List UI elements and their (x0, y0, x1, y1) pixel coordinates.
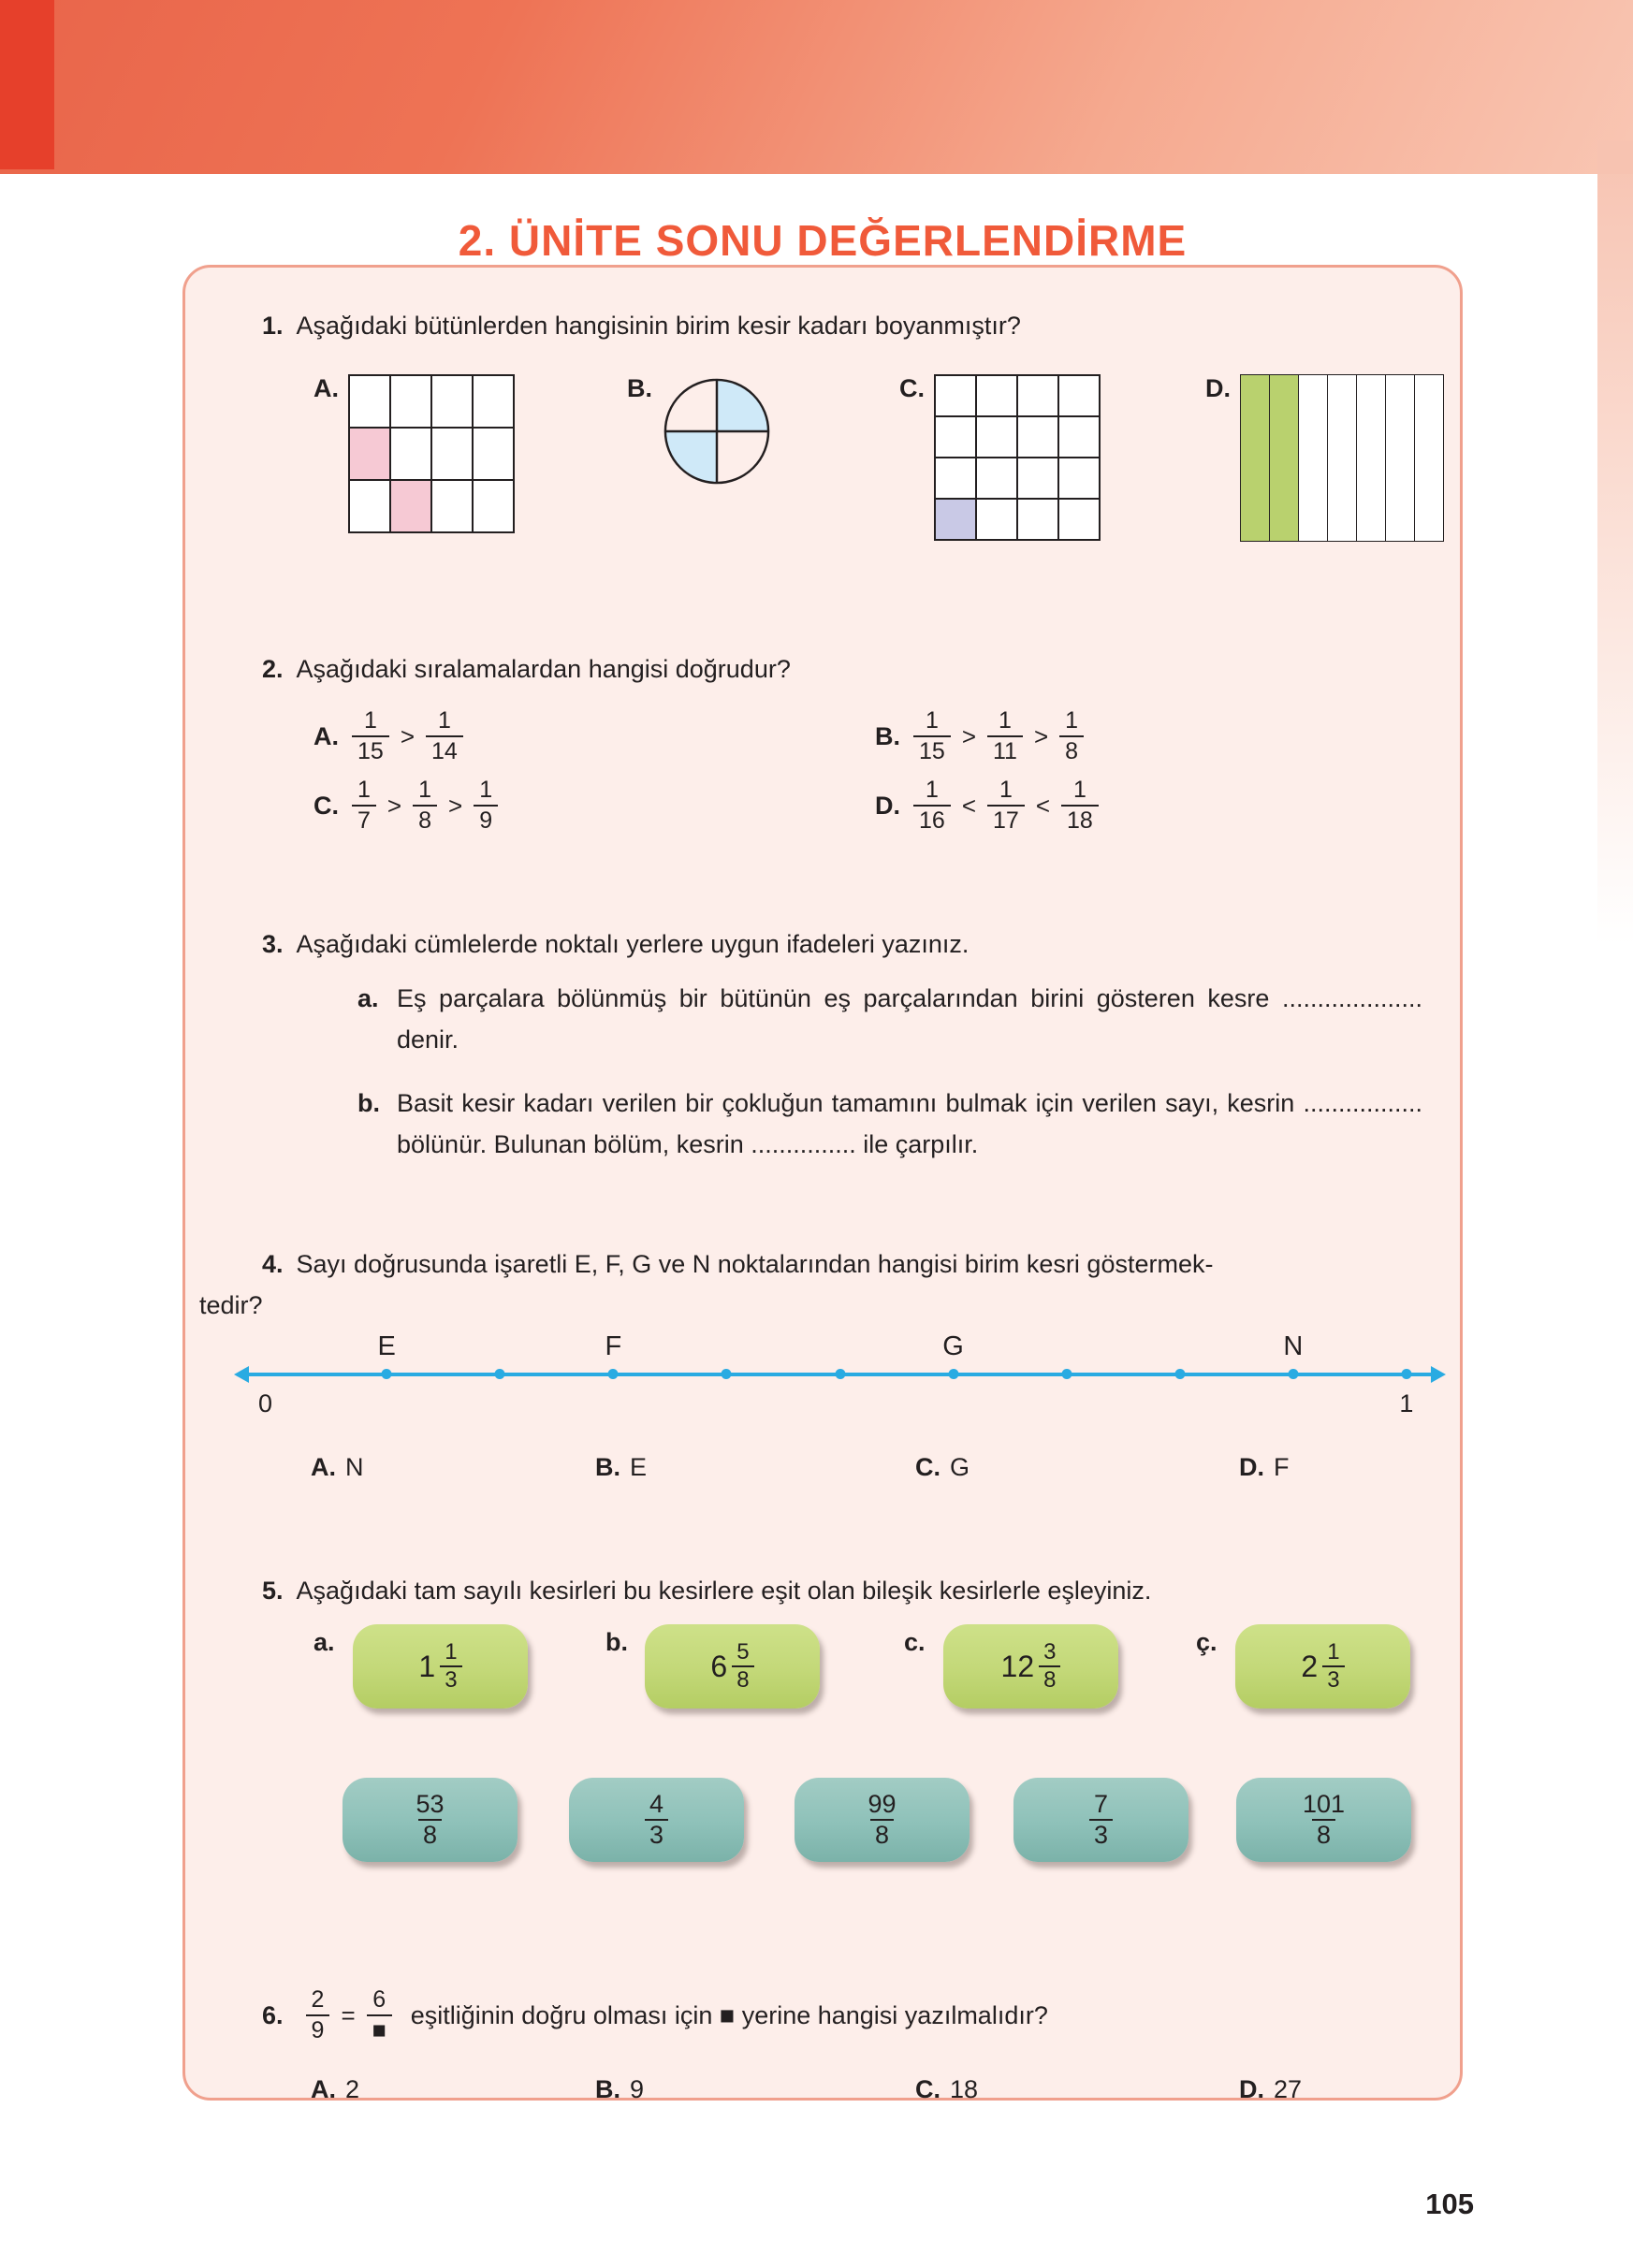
equation (302, 1986, 396, 2044)
grid-cell (976, 416, 1017, 458)
fraction-expression (1297, 1639, 1348, 1693)
red-accent-bar (0, 0, 54, 169)
fraction-part: 5 (736, 1639, 750, 1665)
grid-cell (1017, 499, 1058, 540)
fraction-part: 101 (1302, 1789, 1346, 1818)
question-6 (262, 1980, 1422, 2104)
item-label: b. (357, 1089, 380, 1117)
grid-cell (935, 458, 976, 499)
question-number: 6. (262, 2000, 284, 2029)
question-number: 4. (262, 1250, 284, 1278)
fraction-expression (407, 1790, 452, 1850)
fraction-part: 8 (1039, 1665, 1060, 1694)
fraction-expression (910, 707, 1087, 765)
fraction (710, 1639, 753, 1693)
option-label: D. (875, 791, 900, 820)
whole-number: 12 (1000, 1649, 1035, 1683)
numberline-point-label: G (942, 1331, 964, 1361)
grid-cell (935, 416, 976, 458)
whole-number: 6 (710, 1649, 728, 1683)
q2-option-b (875, 706, 1087, 766)
grid-cell (431, 375, 473, 428)
fraction (352, 707, 389, 765)
fraction-part: 15 (352, 735, 389, 765)
fraction-part: 8 (418, 1819, 442, 1850)
question-6-statement (262, 1980, 1422, 2051)
bar-cell (1298, 374, 1328, 542)
fraction (426, 707, 463, 765)
option-value: F (1274, 1453, 1290, 1481)
numberline-dot (608, 1369, 619, 1379)
item-label: a. (313, 1628, 335, 1656)
option-value: 2 (345, 2075, 360, 2103)
question-body: Aşağıdaki bütünlerden hangisinin birim kesir kadarı boyanmıştır? (296, 312, 1021, 340)
fraction (913, 777, 951, 835)
page-title: 2. ÜNİTE SONU DEĞERLENDİRME (458, 216, 1188, 265)
improper-fraction-card (343, 1778, 518, 1862)
numberline-zero-label: 0 (258, 1389, 273, 1418)
fraction-part: 4 (649, 1789, 664, 1818)
fraction-expression (348, 707, 467, 765)
fraction-part: 1 (1327, 1639, 1340, 1665)
fraction-part: 8 (870, 1819, 894, 1850)
question-1-figures (262, 374, 1422, 557)
fraction (1301, 1639, 1344, 1693)
grid-cell (976, 375, 1017, 416)
fraction (413, 777, 437, 835)
q4-option-d (1239, 1453, 1290, 1482)
bar-cell (1356, 374, 1386, 542)
fraction (1059, 707, 1084, 765)
fraction-part: 1 (925, 707, 939, 734)
fraction-expression (1086, 1790, 1116, 1850)
item-label: b. (605, 1628, 628, 1656)
question-body-line2: tedir? (199, 1291, 263, 1319)
bar-cell (1269, 374, 1299, 542)
q5-mixed-row (262, 1624, 1422, 1718)
question-body: Aşağıdaki cümlelerde noktalı yerlere uygun ifadeleri yazınız. (296, 930, 970, 958)
fraction (1001, 1639, 1061, 1693)
option-label: B. (595, 2075, 620, 2103)
option-label: A. (311, 1453, 336, 1481)
option-label: D. (1239, 2075, 1264, 2103)
bar-cell (1385, 374, 1415, 542)
fraction-part: 7 (352, 805, 376, 835)
option-label: D. (1239, 1453, 1264, 1481)
fraction-part: 8 (732, 1665, 753, 1694)
fraction-part: 7 (1093, 1789, 1109, 1818)
fraction-part: 14 (426, 735, 463, 765)
q6-option-d (1239, 2075, 1302, 2104)
grid-cell (976, 458, 1017, 499)
option-label: B. (627, 374, 652, 402)
numberline-dot (1174, 1369, 1185, 1379)
operator: > (1033, 721, 1049, 750)
q5-mixed-b (605, 1624, 820, 1708)
fraction-part: 1 (1065, 707, 1079, 734)
bar-cell (1240, 374, 1270, 542)
header-band (0, 0, 1633, 174)
fraction-expression (348, 777, 502, 835)
question-body-line1: Sayı doğrusunda işaretli E, F, G ve N noktalarından hangisi birim kesri göstermek- (296, 1250, 1214, 1278)
grid-cell (976, 499, 1017, 540)
mixed-fraction-card (1235, 1624, 1410, 1708)
numberline-dot (1288, 1369, 1298, 1379)
grid-cell (431, 480, 473, 532)
fraction-part: 3 (1322, 1665, 1344, 1694)
bar-cell (1327, 374, 1357, 542)
item-label: c. (904, 1628, 926, 1656)
q2-option-d (875, 776, 1102, 836)
option-label: A. (311, 2075, 336, 2103)
fraction-expression (641, 1790, 672, 1850)
fill-in-sentence: Basit kesir kadarı verilen bir çokluğun tamamını bulmak için verilen sayı, kesrin ................. bölünür. Bulunan bölüm, kesrin ............... ile çarpılır. (397, 1089, 1422, 1158)
improper-fraction-card (1236, 1778, 1411, 1862)
page-number: 105 (1425, 2188, 1474, 2220)
operator: > (400, 721, 415, 750)
option-value: 18 (950, 2075, 979, 2103)
q1-option-c (899, 374, 1101, 541)
mixed-fraction-card (353, 1624, 528, 1708)
option-label: C. (313, 791, 339, 820)
q2-option-c (262, 776, 875, 836)
q3-item-a (262, 978, 1422, 1060)
fraction (1089, 1790, 1113, 1850)
question-5-text (262, 1572, 1422, 1609)
fraction (306, 1986, 330, 2044)
question-5 (262, 1572, 1422, 1871)
grid-cell (473, 480, 514, 532)
numberline-point-label: N (1283, 1331, 1304, 1361)
q6-option-a (311, 2075, 595, 2104)
question-number: 1. (262, 312, 284, 340)
question-body: Aşağıdaki tam sayılı kesirleri bu kesirlere eşit olan bileşik kesirlerle eşleyiniz. (296, 1577, 1152, 1605)
fraction-part: 17 (987, 805, 1025, 835)
q5-improper-row (262, 1778, 1422, 1871)
fraction (863, 1790, 900, 1850)
option-value: 9 (630, 2075, 645, 2103)
fraction (1061, 777, 1099, 835)
grid-cell (473, 375, 514, 428)
option-label: B. (595, 1453, 620, 1481)
fraction-part: 8 (1059, 735, 1084, 765)
option-label: A. (313, 374, 339, 402)
fraction-part: 1 (363, 707, 377, 734)
operator: > (448, 791, 463, 820)
fraction-part: 1 (999, 707, 1012, 734)
fraction (987, 707, 1023, 765)
question-4 (199, 1243, 1422, 1482)
question-3 (262, 925, 1422, 1165)
q6-option-b (595, 2075, 915, 2104)
grid-cell (473, 428, 514, 480)
q3-item-b (262, 1083, 1422, 1165)
improper-fraction-card (569, 1778, 744, 1862)
option-label: A. (313, 721, 339, 750)
q5-mixed-c (904, 1624, 1118, 1708)
fraction (418, 1639, 461, 1693)
question-body: Aşağıdaki sıralamalardan hangisi doğrudur? (296, 655, 791, 683)
numberline-dot (1401, 1369, 1411, 1379)
fraction-part: 9 (306, 2014, 330, 2044)
numberline-dot (948, 1369, 958, 1379)
fraction-part: 1 (925, 777, 939, 804)
fraction (352, 777, 376, 835)
fill-in-sentence: Eş parçalara bölünmüş bir bütünün eş parçalarından birini gösteren kesre .................... denir. (397, 984, 1422, 1054)
improper-fraction-card (1013, 1778, 1188, 1862)
fraction-part: 11 (987, 735, 1023, 765)
whole-number: 1 (418, 1649, 436, 1683)
fraction-part: 9 (474, 805, 498, 835)
option-label: C. (915, 2075, 940, 2103)
fraction-part: 1 (999, 777, 1013, 804)
fraction-expression (1294, 1790, 1353, 1850)
bar-cell (1414, 374, 1444, 542)
q4-option-b (595, 1453, 915, 1482)
operator: > (961, 721, 976, 750)
numberline-dot (835, 1369, 845, 1379)
grid-cell (390, 375, 431, 428)
mixed-fraction-card (943, 1624, 1118, 1708)
mixed-fraction-card (645, 1624, 820, 1708)
numberline-dot (382, 1369, 392, 1379)
item-label: ç. (1196, 1628, 1217, 1656)
fraction (913, 707, 951, 765)
fraction-part: 1 (479, 777, 493, 804)
q2-options-row-2 (262, 776, 1422, 836)
fraction-part: 16 (913, 805, 951, 835)
numberline-dot (722, 1369, 732, 1379)
improper-fraction-card (795, 1778, 970, 1862)
option-value: G (950, 1453, 970, 1481)
fraction-part: 53 (416, 1789, 445, 1818)
fraction-part: 1 (437, 707, 451, 734)
q6-option-c (915, 2075, 1239, 2104)
option-label: C. (899, 374, 925, 402)
grid-cell (349, 428, 390, 480)
q5-mixed-a (313, 1624, 528, 1708)
grid-cell (935, 499, 976, 540)
fraction-expression (707, 1639, 757, 1693)
grid-cell (1017, 375, 1058, 416)
option-label: C. (915, 1453, 940, 1481)
fraction-part: 3 (1043, 1639, 1057, 1665)
question-number: 2. (262, 655, 284, 683)
fraction-part: 1 (357, 777, 371, 804)
fraction-part: 1 (418, 777, 431, 804)
question-2-text (262, 650, 1422, 688)
numberline-point-label: F (605, 1331, 622, 1361)
numberline-dot (1061, 1369, 1072, 1379)
fraction-part: 99 (868, 1789, 897, 1818)
fraction (474, 777, 498, 835)
fraction-expression (910, 777, 1102, 835)
fraction-part: 3 (645, 1819, 668, 1850)
operator: < (1035, 791, 1050, 820)
operator: = (341, 2000, 356, 2029)
grid-cell (390, 428, 431, 480)
q1-option-d (1205, 374, 1444, 542)
grid-cell (1058, 375, 1100, 416)
fraction-expression (998, 1639, 1065, 1693)
fraction-part: 3 (1089, 1819, 1113, 1850)
operator: < (961, 791, 976, 820)
grid-cell (349, 375, 390, 428)
option-label: D. (1205, 374, 1231, 402)
grid-cell (1017, 458, 1058, 499)
fraction (367, 1986, 392, 2044)
fraction-part: ■ (367, 2014, 392, 2044)
numberline-right-arrow (1431, 1366, 1446, 1383)
option-value: 27 (1274, 2075, 1303, 2103)
question-body: eşitliğinin doğru olması için ■ yerine hangisi yazılmalıdır? (410, 2000, 1048, 2029)
grid-figure (348, 374, 515, 533)
fraction-part: 6 (372, 1986, 386, 2014)
fraction-part: 1 (445, 1639, 458, 1665)
grid-cell (935, 375, 976, 416)
question-number: 3. (262, 930, 284, 958)
fraction-part: 8 (413, 805, 437, 835)
whole-number: 2 (1301, 1649, 1319, 1683)
fraction-part: 18 (1061, 805, 1099, 835)
numberline-one-label: 1 (1399, 1389, 1414, 1418)
numberline-dot (495, 1369, 505, 1379)
q1-option-a (313, 374, 515, 533)
fraction-part: 1 (1072, 777, 1086, 804)
fraction (1298, 1790, 1349, 1850)
numberline-point-label: E (377, 1331, 396, 1361)
fraction-part: 8 (1312, 1819, 1335, 1850)
question-2 (262, 650, 1422, 836)
q4-answer-options (262, 1453, 1422, 1482)
q6-answer-options (262, 2075, 1422, 2104)
question-number: 5. (262, 1577, 284, 1605)
fraction-expression (415, 1639, 465, 1693)
q2-options-row-1 (262, 706, 1422, 766)
grid-cell (1058, 458, 1100, 499)
q4-option-c (915, 1453, 1239, 1482)
right-edge-strip (1597, 140, 1633, 945)
circle-quarters-figure (662, 376, 772, 487)
item-label: a. (357, 984, 379, 1012)
question-1-text (262, 307, 1422, 344)
grid-cell (431, 428, 473, 480)
grid-cell (1017, 416, 1058, 458)
question-4-text (199, 1243, 1422, 1326)
fraction (645, 1790, 668, 1850)
operator: > (386, 791, 402, 820)
option-value: E (630, 1453, 648, 1481)
fraction-part: 3 (440, 1665, 461, 1694)
fraction (987, 777, 1025, 835)
grid-cell (1058, 416, 1100, 458)
q1-option-b (627, 374, 772, 487)
grid-cell (1058, 499, 1100, 540)
q5-mixed-cc (1196, 1624, 1410, 1708)
option-label: B. (875, 721, 900, 750)
option-value: N (345, 1453, 364, 1481)
fraction-expression (859, 1790, 904, 1850)
fraction-part: 2 (311, 1986, 325, 2014)
grid-figure (934, 374, 1101, 541)
grid-cell (349, 480, 390, 532)
number-line (234, 1326, 1446, 1429)
grid-cell (390, 480, 431, 532)
questions-panel (182, 265, 1463, 2101)
fraction-part: 15 (913, 735, 951, 765)
fraction (411, 1790, 448, 1850)
bars-figure (1240, 374, 1444, 542)
q4-option-a (311, 1453, 595, 1482)
question-3-text (262, 925, 1422, 963)
q2-option-a (262, 706, 875, 766)
